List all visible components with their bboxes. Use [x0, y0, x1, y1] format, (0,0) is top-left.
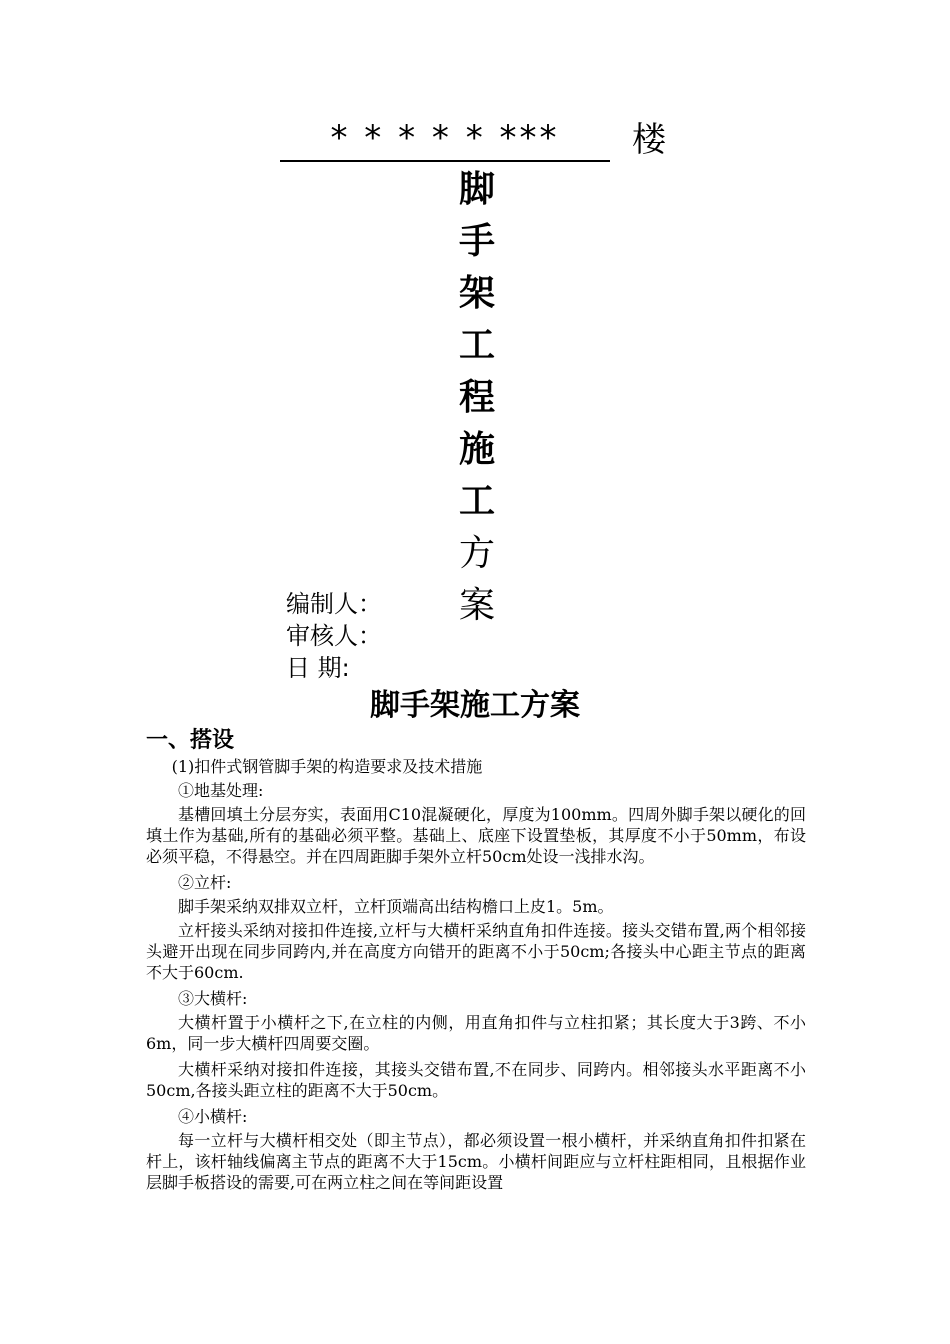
building-suffix: 楼: [632, 120, 666, 160]
reviewer-label: 审核人：: [286, 622, 382, 650]
paragraph: 大横杆采纳对接扣件连接，其接头交错布置,不在同步、同跨内。相邻接头水平距离不小50cm,各接头距立柱的距离不大于50cm。: [146, 1060, 806, 1100]
document-body: [146, 756, 806, 1196]
item-heading: ④小横杆:: [178, 1107, 248, 1126]
vertical-cover-title: [452, 164, 502, 632]
document-title: 脚手架施工方案: [370, 688, 580, 723]
paragraph: 基槽回填土分层夯实，表面用C10混凝硬化，厚度为100mm。四周外脚手架以硬化的回填土作为基础,所有的基础必须平整。基础上、底座下设置垫板，其厚度不小于50mm，布设必须平稳，不得悬空。并在四周距脚手架外立杆50cm处设一浅排水沟。: [146, 805, 806, 866]
paragraph: 每一立杆与大横杆相交处（即主节点），都必须设置一根小横杆，并采纳直角扣件扣紧在杆上，该杆轴线偏离主节点的距离不大于15cm。小横杆间距应与立杆柱距相同，且根据作业层脚手板搭设的需要,可在两立柱之间在等间距设置: [146, 1131, 806, 1192]
vertical-title-char: 程: [458, 377, 495, 418]
item-heading: ②立杆:: [178, 873, 232, 892]
vertical-title-char: 工: [458, 325, 495, 366]
paragraph: 脚手架采纳双排双立杆，立杆顶端高出结构檐口上皮1。5m。: [178, 897, 614, 916]
vertical-title-char: 施: [458, 429, 495, 470]
project-name-field: * * * * * ***: [280, 118, 610, 162]
cover-meta: [286, 588, 382, 684]
section-heading: 一、搭设: [146, 728, 235, 753]
vertical-title-char: 工: [458, 481, 495, 522]
subsection-heading: (1)扣件式钢管脚手架的构造要求及技术措施: [171, 757, 483, 776]
vertical-title-char: 架: [458, 273, 495, 314]
cover-project-title: [280, 118, 700, 164]
compiler-label: 编制人：: [286, 590, 382, 618]
vertical-title-char: 案: [458, 585, 495, 626]
date-label: 日 期:: [286, 654, 350, 682]
vertical-title-char: 方: [458, 533, 495, 574]
vertical-title-char: 脚: [458, 169, 495, 210]
paragraph: 立杆接头采纳对接扣件连接,立杆与大横杆采纳直角扣件连接。接头交错布置,两个相邻接头避开出现在同步同跨内,并在高度方向错开的距离不小于50cm;各接头中心距主节点的距离不大于60cm.: [146, 921, 806, 982]
item-heading: ③大横杆:: [178, 989, 248, 1008]
vertical-title-char: 手: [458, 221, 495, 262]
item-heading: ①地基处理:: [178, 781, 264, 800]
paragraph: 大横杆置于小横杆之下,在立柱的内侧，用直角扣件与立柱扣紧；其长度大于3跨、不小6m，同一步大横杆四周要交圈。: [146, 1013, 806, 1053]
